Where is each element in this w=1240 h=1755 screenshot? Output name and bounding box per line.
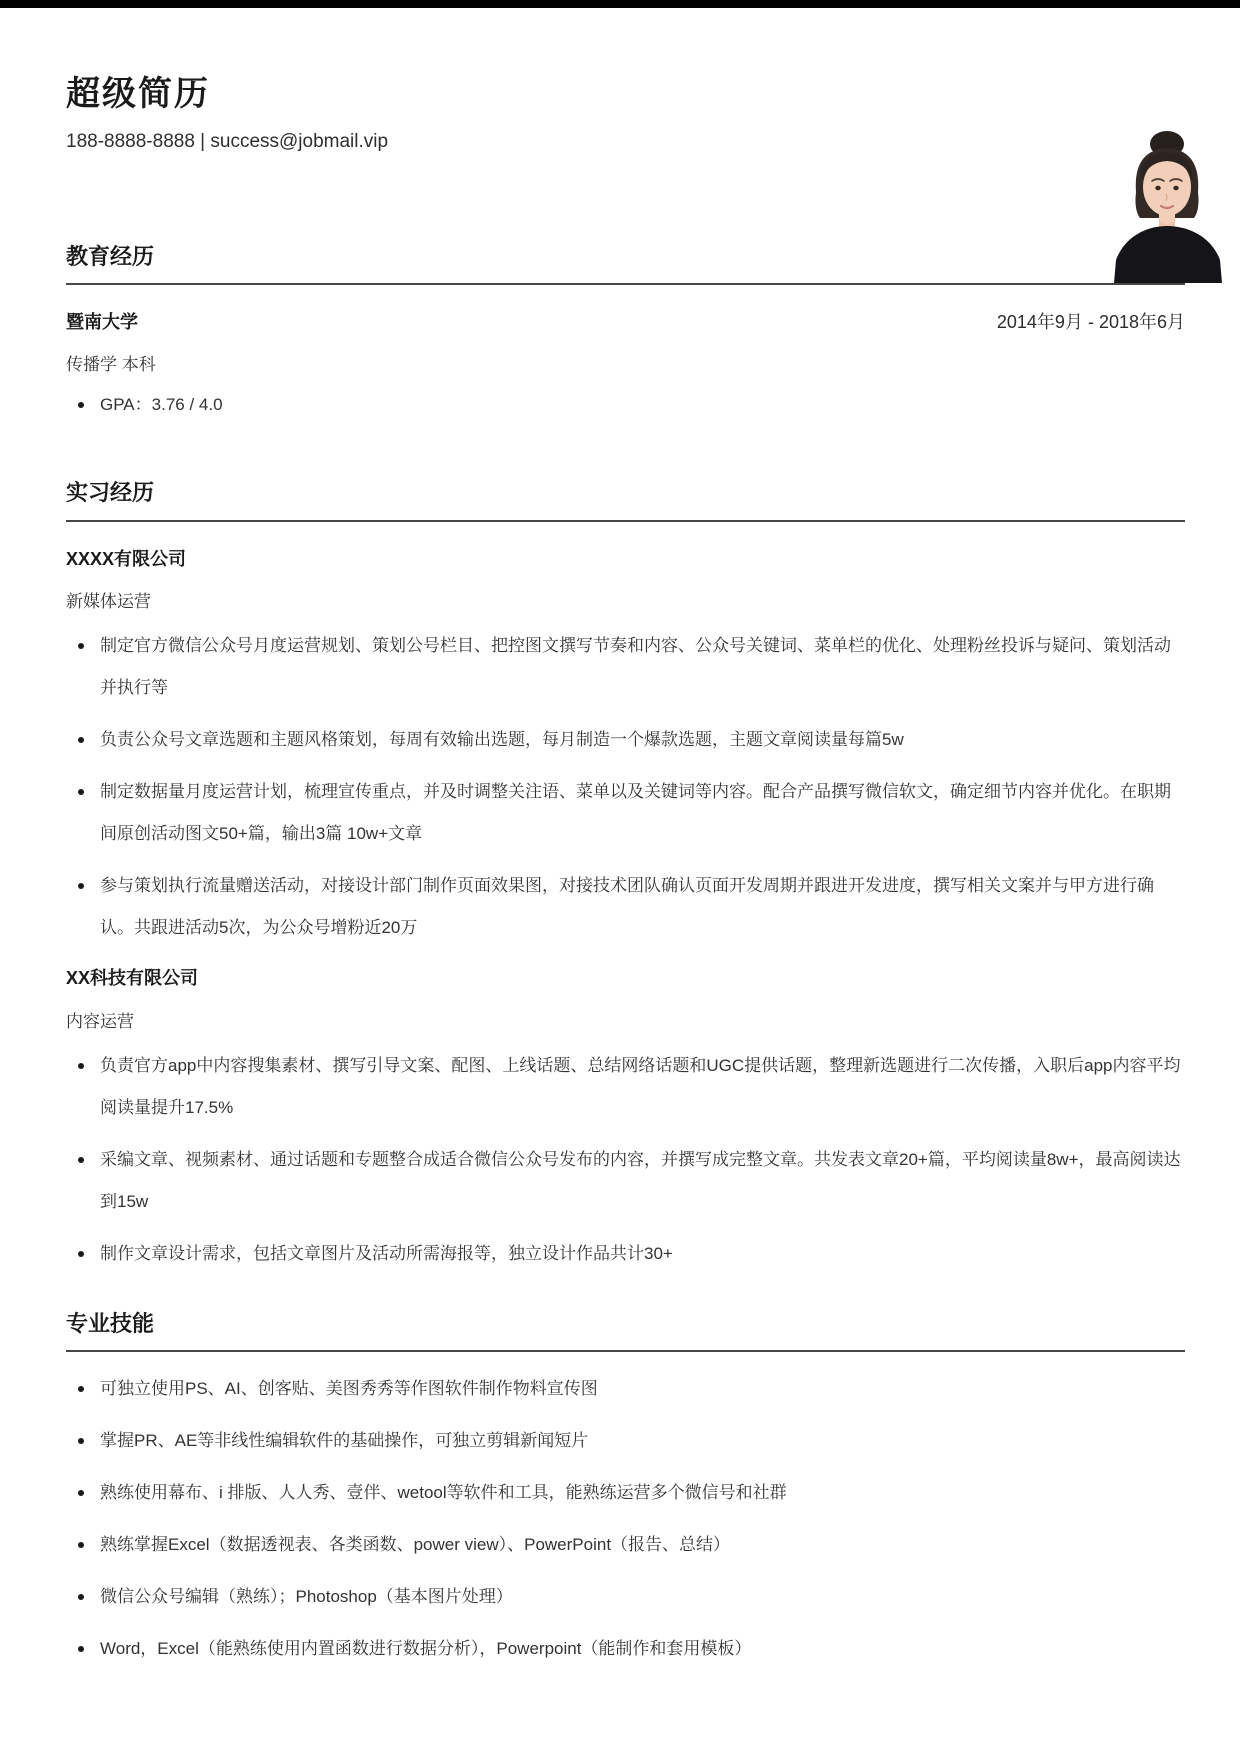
internship-bullets: [66, 625, 1185, 949]
resume-page: [0, 74, 1240, 1670]
internship-entry-head: [66, 967, 1185, 990]
internship-entry: [66, 548, 1185, 949]
bullet-item: 可独立使用PS、AI、创客贴、美图秀秀等作图软件制作物料宣传图: [66, 1368, 1185, 1410]
school-name: 暨南大学: [66, 311, 138, 332]
company-name: XX科技有限公司: [66, 968, 199, 989]
internship-entry-head: [66, 548, 1185, 571]
skills-bullets: [66, 1368, 1185, 1670]
bullet-item: 熟练掌握Excel（数据透视表、各类函数、power view）、PowerPoint（报告、总结）: [66, 1524, 1185, 1566]
profile-photo: [1103, 128, 1233, 283]
education-entry-head: [66, 311, 1185, 334]
education-bullets: [66, 384, 1185, 426]
degree-line: 传播学 本科: [66, 355, 156, 375]
section-internship: [66, 480, 1185, 1274]
internship-entry: [66, 967, 1185, 1274]
contact-line: 188-8888-8888 | success@jobmail.vip: [66, 130, 389, 152]
section-education: [66, 244, 1185, 427]
job-role: 新媒体运营: [66, 592, 151, 612]
bullet-item: 参与策划执行流量赠送活动，对接设计部门制作页面效果图，对接技术团队确认页面开发周期并跟进开发进度，撰写相关文案并与甲方进行确认。共跟进活动5次，为公众号增粉近20万: [66, 865, 1185, 949]
bullet-item: 熟练使用幕布、i 排版、人人秀、壹伴、wetool等软件和工具，能熟练运营多个微信号和社群: [66, 1472, 1185, 1514]
bullet-item: 制定数据量月度运营计划，梳理宣传重点，并及时调整关注语、菜单以及关键词等内容。配合产品撰写微信软文，确定细节内容并优化。在职期间原创活动图文50+篇，输出3篇 10w+文章: [66, 771, 1185, 855]
education-date-range: 2014年9月 - 2018年6月: [996, 311, 1185, 332]
bullet-item: 采编文章、视频素材、通过话题和专题整合成适合微信公众号发布的内容，并撰写成完整文章。共发表文章20+篇，平均阅读量8w+，最高阅读达到15w: [66, 1139, 1185, 1223]
section-title-internship: 实习经历: [66, 480, 1185, 521]
bullet-item: 负责公众号文章选题和主题风格策划，每周有效输出选题，每月制造一个爆款选题，主题文章阅读量每篇5w: [66, 719, 1185, 761]
company-name: XXXX有限公司: [66, 548, 187, 569]
top-accent-bar: [0, 0, 1240, 8]
bullet-item: 微信公众号编辑（熟练）；Photoshop（基本图片处理）: [66, 1576, 1185, 1618]
bullet-item: 负责官方app中内容搜集素材、撰写引导文案、配图、上线话题、总结网络话题和UGC提供话题，整理新选题进行二次传播，入职后app内容平均阅读量提升17.5%: [66, 1045, 1185, 1129]
portrait-illustration: [1103, 128, 1233, 283]
bullet-item: 制定官方微信公众号月度运营规划、策划公号栏目、把控图文撰写节奏和内容、公众号关键词、菜单栏的优化、处理粉丝投诉与疑问、策划活动并执行等: [66, 625, 1185, 709]
bullet-item: Word，Excel（能熟练使用内置函数进行数据分析），Powerpoint（能制作和套用模板）: [66, 1628, 1185, 1670]
job-role: 内容运营: [66, 1011, 134, 1031]
section-skills: [66, 1311, 1185, 1670]
internship-bullets: [66, 1045, 1185, 1275]
bullet-item: 掌握PR、AE等非线性编辑软件的基础操作，可独立剪辑新闻短片: [66, 1420, 1185, 1462]
section-title-skills: 专业技能: [66, 1311, 1185, 1352]
bullet-item: GPA：3.76 / 4.0: [66, 384, 1185, 426]
bullet-item: 制作文章设计需求，包括文章图片及活动所需海报等，独立设计作品共计30+: [66, 1233, 1185, 1275]
section-title-education: 教育经历: [66, 244, 1185, 285]
candidate-name: 超级简历: [66, 75, 210, 113]
